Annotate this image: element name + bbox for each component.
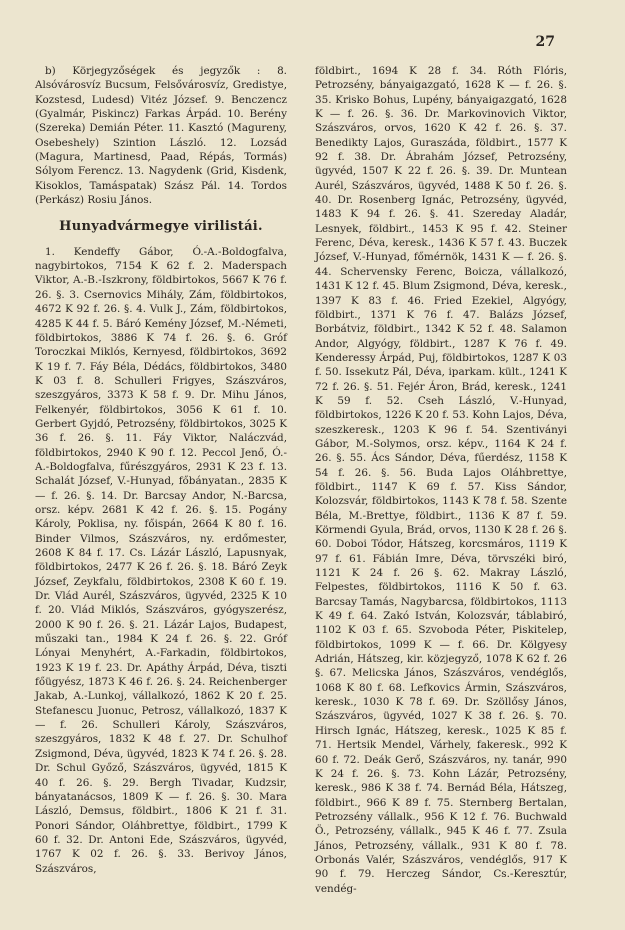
- left-column: [35, 64, 287, 876]
- county-title: Hunyadvármegye virilistái.: [59, 219, 263, 235]
- virilist-entries-right: földbirt., 1694 K 28 f. 34. Róth Flóris, Petrozsény, bányaigazgató, 1628 K — f. 26. §. 35. Krisko Bohus, Lupény, bányaigazgató, 1628 K — f. 26. §. 36. Dr. Markovinovich Viktor, Szászváros, orvos, 1620 K 42 f. 26. §. 37. Benedikty Lajos, Guraszáda, földbirt., 1577 K 92 f. 38. Dr. Ábrahám József, Petrozsény, ügyvéd, 1507 K 22 f. 26. §. 39. Dr. Muntean Aurél, Szászváros, ügyvéd, 1488 K 50 f. 26. §. 40. Dr. Rosenberg Ignác, Petrozsény, ügyvéd, 1483 K 94 f. 26. §. 41. Szereday Aladár, Lesnyek, földbirt., 1453 K 95 f. 42. Steiner Ferenc, Déva, keresk., 1436 K 57 f. 43. Buczek József, V.-Hunyad, főmérnök, 1431 K — f. 26. §. 44. Schervensky Ferenc, Boicza, vállalkozó, 1431 K 12 f. 45. Blum Zsigmond, Déva, keresk., 1397 K 83 f. 46. Fried Ezekiel, Algyógy, földbirt., 1371 K 76 f. 47. Balázs József, Borbátviz, földbirt., 1342 K 52 f. 48. Salamon Andor, Algyógy, földbirt., 1287 K 76 f. 49. Kenderessy Árpád, Puj, földbirtokos, 1287 K 03 f. 50. Issekutz Pál, Déva, iparkam. kült., 1241 K 72 f. 26. §. 51. Fejér Áron, Brád, keresk., 1241 K 59 f. 52. Cseh László, V.-Hunyad, földbirtokos, 1226 K 20 f. 53. Kohn Lajos, Déva, szeszkeresk., 1203 K 96 f. 54. Szentiványi Gábor, M.-Solymos, orsz. képv., 1164 K 24 f. 26. §. 55. Ács Sándor, Déva, fűerdész, 1158 K 54 f. 26. §. 56. Buda Lajos Oláhbrettye, földbirt., 1147 K 69 f. 57. Kiss Sándor, Kolozsvár, földbirtokos, 1143 K 78 f. 58. Szente Béla, M.-Brettye, földbirt., 1136 K 87 f. 59. Körmendi Gyula, Brád, orvos, 1130 K 28 f. 26 §. 60. Doboi Tódor, Hátszeg, korcsmáros, 1119 K 97 f. 61. Fábián Imre, Déva, törvszéki biró, 1121 K 24 f. 26 §. 62. Makray László, Felpestes, földbirtokos, 1116 K 50 f. 63. Barcsay Tamás, Nagybarcsa, földbirtokos, 1113 K 49 f. 64. Zakó István, Kolozsvár, táblabiró, 1102 K 03 f. 65. Szvoboda Péter, Piskitelep, földbirtokos, 1099 K — f. 66. Dr. Kölgyesy Adrián, Hátszeg, kir. közjegyző, 1078 K 62 f. 26 §. 67. Melicska János, Szászváros, vendéglős, 1068 K 80 f. 68. Lefkovics Ármin, Szászváros, keresk., 1030 K 78 f. 69. Dr. Szöllősy János, Szászváros, ügyvéd, 1027 K 38 f. 26. §. 70. Hirsch Ignác, Hátszeg, keresk., 1025 K 85 f. 71. Hertsik Mendel, Várhely, fakeresk., 992 K 60 f. 72. Deák Gerő, Szászváros, ny. tanár, 990 K 24 f. 26. §. 73. Kohn Lázár, Petrozsény, keresk., 986 K 38 f. 74. Bernád Béla, Hátszeg, földbirt., 966 K 89 f. 75. Sternberg Bertalan, Petrozsény vállalk., 956 K 12 f. 76. Buchwald Ö., Petrozsény, vállalk., 945 K 46 f. 77. Zsula János, Petrozsény, vállalk., 931 K 80 f. 78. Orbonás Valér, Szászváros, vendéglős, 917 K 90 f. 79. Herczeg Sándor, Cs.-Keresztúr, vendég-: [315, 65, 567, 895]
- page-number: 27: [535, 34, 555, 50]
- virilist-entries-left: 1. Kendeffy Gábor, Ó.-A.-Boldogfalva, nagybirtokos, 7154 K 62 f. 2. Maderspach Viktor, A.-B.-Iszkrony, földbirtokos, 5667 K 76 f. 26. §. 3. Csernovics Mihály, Zám, földbirtokos, 4672 K 92 f. 26. §. 4. Vulk J., Zám, földbirtokos, 4285 K 44 f. 5. Báró Kemény József, M.-Németi, földbirtokos, 3886 K 74 f. 26. §. 6. Gróf Toroczkai Miklós, Kernyesd, földbirtokos, 3692 K 19 f. 7. Fáy Béla, Dédács, földbirtokos, 3480 K 03 f. 8. Schulleri Frigyes, Szászváros, szeszgyáros, 3373 K 58 f. 9. Dr. Mihu János, Felkenyér, földbirtokos, 3056 K 61 f. 10. Gerbert Gyjdó, Petrozsény, földbirtokos, 3025 K 36 f. 26. §. 11. Fáy Viktor, Naláczvád, földbirtokos, 2940 K 90 f. 12. Peccol Jenő, Ó.-A.-Boldogfalva, fűrészgyáros, 2931 K 23 f. 13. Schalát József, V.-Hunyad, főbányatan., 2835 K — f. 26. §. 14. Dr. Barcsay Andor, N.-Barcsa, orsz. képv. 2681 K 42 f. 26. §. 15. Pogány Károly, Poklisa, ny. főispán, 2664 K 80 f. 16. Binder Vilmos, Szászváros, ny. erdőmester, 2608 K 84 f. 17. Cs. Lázár László, Lapusnyak, földbirtokos, 2477 K 26 f. 26. §. 18. Báró Zeyk József, Zeykfalu, földbirtokos, 2308 K 60 f. 19. Dr. Vlád Aurél, Szászváros, ügyvéd, 2325 K 10 f. 20. Vlád Miklós, Szászváros, gyógyszerész, 2000 K 90 f. 26. §. 21. Lázár Lajos, Budapest, műszaki tan., 1984 K 24 f. 26. §. 22. Gróf Lónyai Menyhért, A.-Farkadin, földbirtokos, 1923 K 19 f. 23. Dr. Apáthy Árpád, Déva, tiszti főügyész, 1873 K 46 f. 26. §. 24. Reichenberger Jakab, A.-Lunkoj, vállalkozó, 1862 K 20 f. 25. Stefanescu Juonuc, Petrosz, vállalkozó, 1837 K — f. 26. Schulleri Károly, Szászváros, szeszgyáros, 1832 K 48 f. 27. Dr. Schulhof Zsigmond, Déva, ügyvéd, 1823 K 74 f. 26. §. 28. Dr. Schul Győző, Szászváros, ügyvéd, 1815 K 40 f. 26. §. 29. Bergh Tivadar, Kudzsir, bányatanácsos, 1809 K — f. 26. §. 30. Mara László, Demsus, földbirt., 1806 K 21 f. 31. Ponori Sándor, Oláhbrettye, földbirt., 1799 K 60 f. 32. Dr. Antoni Ede, Szászváros, ügyvéd, 1767 K 02 f. 26. §. 33. Berivoy János, Szászváros,: [35, 245, 287, 875]
- right-column: [315, 64, 567, 896]
- notaries-paragraph: b) Körjegyzőségek és jegyzők : 8. Alsóvárosvíz Bucsum, Felsővárosvíz, Gredistye, Kozstesd, Ludesd) Vitéz József. 9. Benczencz (Gyalmár, Piskincz) Farkas Árpád. 10. Berény (Szereka) Demián Péter. 11. Kasztó (Magureny, Osebeshely) Szintion László. 12. Lozsád (Magura, Martinesd, Paad, Répás, Tormás) Sólyom Ferencz. 13. Nagydenk (Grid, Kisdenk, Kisoklos, Tamáspatak) Szász Pál. 14. Tordos (Perkász) Rosiu János.: [35, 65, 287, 207]
